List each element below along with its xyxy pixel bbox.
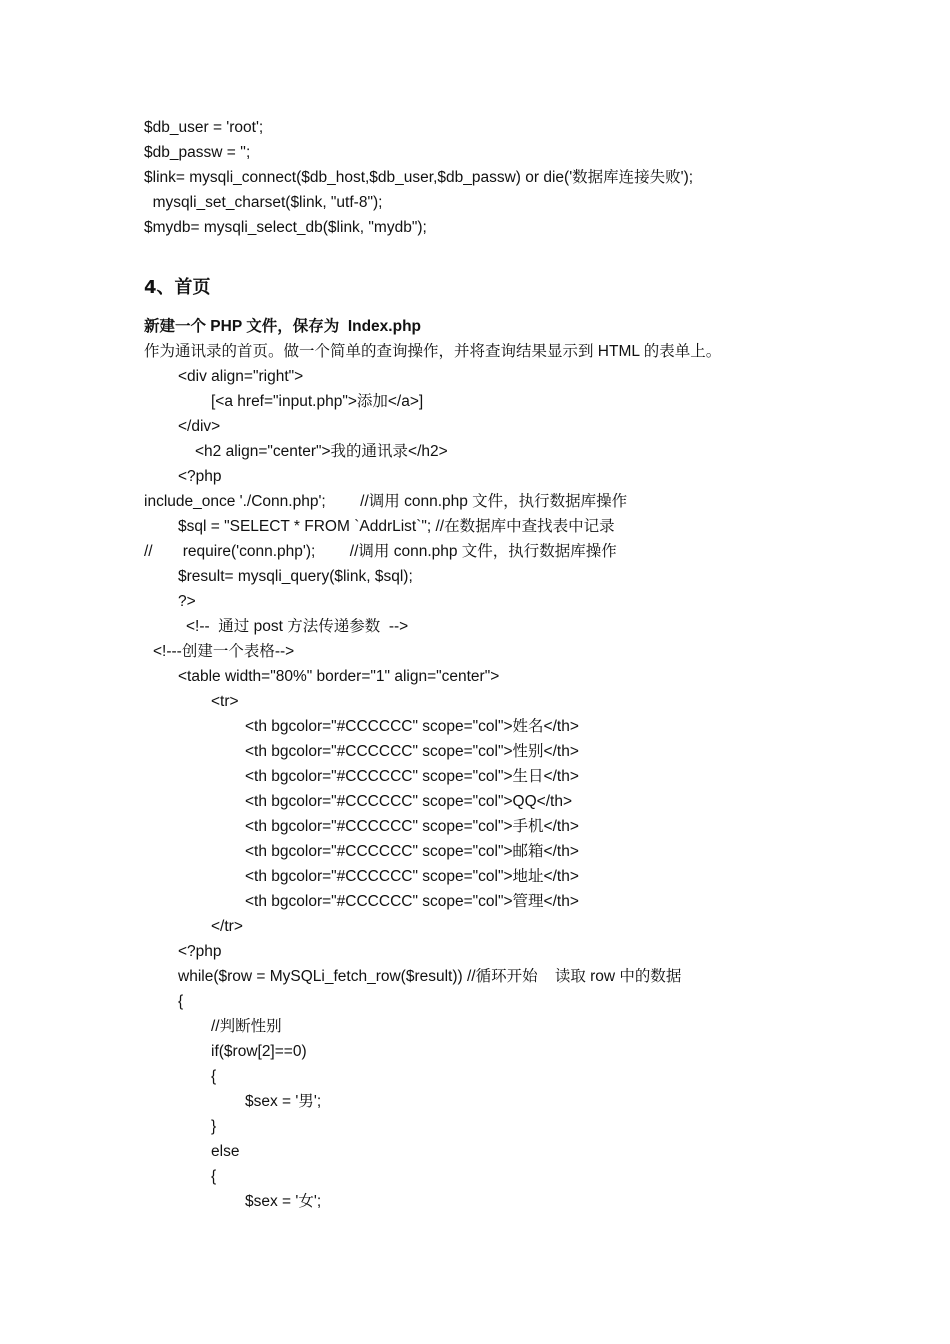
code-line: <th bgcolor="#CCCCCC" scope="col">性别</th> [245,743,579,760]
section-description: 作为通讯录的首页。做一个简单的查询操作，并将查询结果显示到 HTML 的表单上。 [144,343,722,360]
code-line: $sql = "SELECT * FROM `AddrList`"; //在数据库中查找表中记录 [178,518,615,535]
code-line: <th bgcolor="#CCCCCC" scope="col">QQ</th> [245,793,572,810]
code-line: <h2 align="center">我的通讯录</h2> [195,443,448,460]
code-line: ?> [178,593,196,610]
code-line: <th bgcolor="#CCCCCC" scope="col">地址</th> [245,868,579,885]
code-line: <tr> [211,693,239,710]
code-line: $db_passw = ''; [144,144,251,161]
section-subheading: 新建一个 PHP 文件，保存为 Index.php [144,318,422,335]
code-line: <th bgcolor="#CCCCCC" scope="col">生日</th> [245,768,579,785]
code-line: $sex = '男'; [245,1093,322,1110]
code-line: mysqli_set_charset($link, "utf-8"); [144,194,383,211]
code-line: <!---创建一个表格--> [153,643,295,660]
code-line: <th bgcolor="#CCCCCC" scope="col">姓名</th> [245,718,579,735]
code-line: while($row = MySQLi_fetch_row($result)) //循环开始 读取 row 中的数据 [178,968,682,985]
code-line: else [211,1143,240,1160]
code-line: //判断性别 [211,1018,282,1035]
code-line: [<a href="input.php">添加</a>] [211,393,424,410]
code-line: <table width="80%" border="1" align="center"> [178,668,500,685]
code-line: $result= mysqli_query($link, $sql); [178,568,413,585]
code-line: <?php [178,468,222,485]
code-line: </div> [178,418,221,435]
code-line: </tr> [211,918,243,935]
code-line: <?php [178,943,222,960]
code-line: $sex = '女'; [245,1193,322,1210]
code-line: include_once './Conn.php'; //调用 conn.php 文件，执行数据库操作 [144,493,628,510]
code-line: $db_user = 'root'; [144,119,264,136]
code-line: $mydb= mysqli_select_db($link, "mydb"); [144,219,427,236]
code-line: $link= mysqli_connect($db_host,$db_user,$db_passw) or die('数据库连接失败'); [144,169,694,186]
code-line: if($row[2]==0) [211,1043,307,1060]
code-line: <div align="right"> [178,368,304,385]
code-line: <!-- 通过 post 方法传递参数 --> [186,618,409,635]
code-line: // require('conn.php'); //调用 conn.php 文件，执行数据库操作 [144,543,617,560]
code-line: { [178,993,184,1010]
code-line: <th bgcolor="#CCCCCC" scope="col">手机</th> [245,818,579,835]
code-line: <th bgcolor="#CCCCCC" scope="col">邮箱</th> [245,843,579,860]
code-line: <th bgcolor="#CCCCCC" scope="col">管理</th> [245,893,579,910]
code-line: { [211,1068,217,1085]
code-line: } [211,1118,217,1135]
code-line: { [211,1168,217,1185]
section-heading: 4、首页 [144,277,211,298]
